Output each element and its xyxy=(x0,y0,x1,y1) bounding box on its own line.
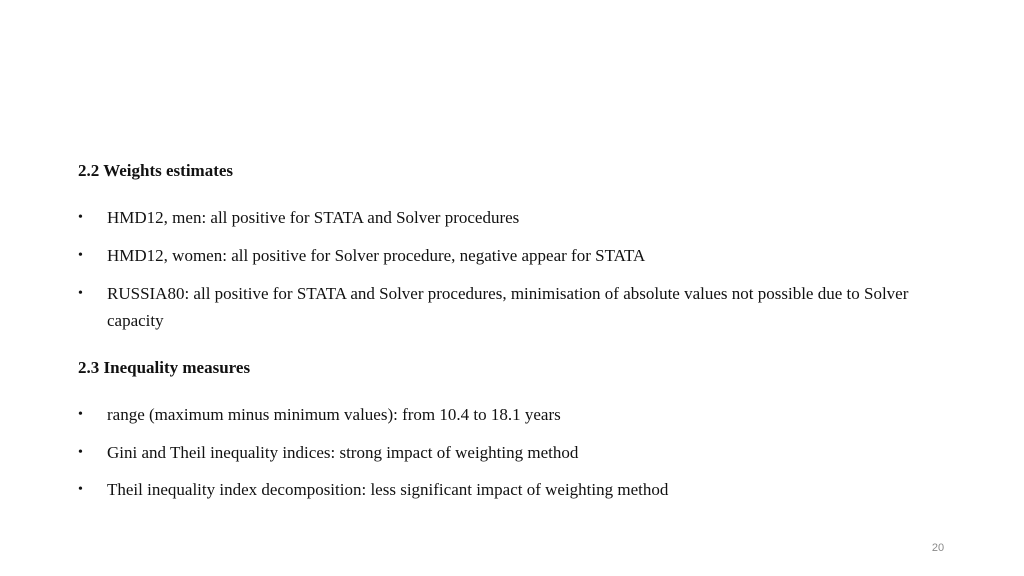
bullet-text: Theil inequality index decomposition: less significant impact of weighting method xyxy=(107,480,669,499)
bullet-text: RUSSIA80: all positive for STATA and Solver procedures, minimisation of absolute values not possible due to Solver capacity xyxy=(107,284,909,330)
list-item xyxy=(78,242,958,269)
list-item xyxy=(78,280,958,334)
bullet-text: range (maximum minus minimum values): from 10.4 to 18.1 years xyxy=(107,405,561,424)
bullet-text: Gini and Theil inequality indices: strong impact of weighting method xyxy=(107,443,579,462)
list-item xyxy=(78,476,958,503)
bullet-icon: • xyxy=(78,407,83,422)
list-item xyxy=(78,401,958,428)
list-item xyxy=(78,439,958,466)
bullet-text: HMD12, women: all positive for Solver procedure, negative appear for STATA xyxy=(107,246,646,265)
list-item xyxy=(78,204,958,231)
bullet-icon: • xyxy=(78,482,83,497)
page-number: 20 xyxy=(931,542,945,554)
bullet-icon: • xyxy=(78,248,83,263)
bullet-icon: • xyxy=(78,445,83,460)
section-heading-inequality-measures: 2.3 Inequality measures xyxy=(78,358,251,377)
bullet-icon: • xyxy=(78,286,83,301)
section-heading-weights-estimates: 2.2 Weights estimates xyxy=(78,161,234,180)
bullet-text: HMD12, men: all positive for STATA and Solver procedures xyxy=(107,208,520,227)
bullet-icon: • xyxy=(78,210,83,225)
